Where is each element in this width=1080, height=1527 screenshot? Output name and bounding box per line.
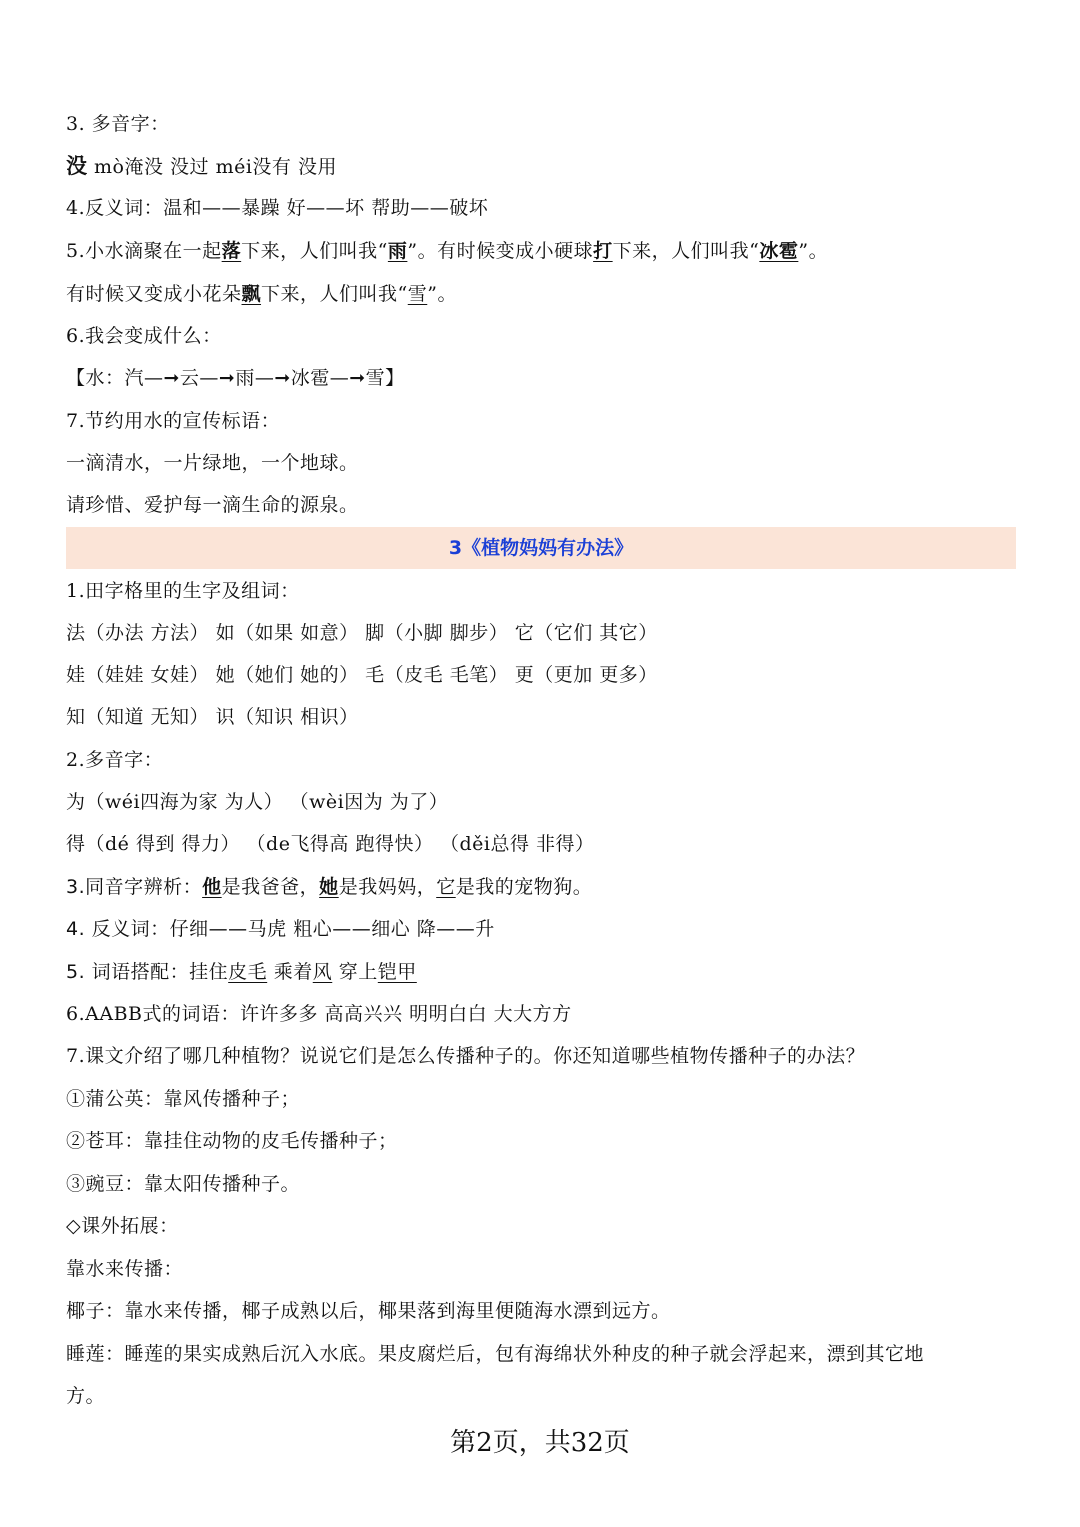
- text-segment: ”。: [427, 283, 457, 305]
- text-segment: 是我妈妈，: [338, 876, 437, 898]
- heading-new-chars: 1.田字格里的生字及组词：: [66, 580, 300, 602]
- text-segment: 穿上: [332, 961, 378, 983]
- homophone-line: [66, 873, 592, 901]
- keyword-ta-she: 她: [319, 876, 339, 898]
- keyword-xue: 雪: [407, 283, 428, 305]
- aabb-words: 6.AABB式的词语：许许多多 高高兴兴 明明白白 大大方方: [66, 1003, 572, 1025]
- collocation-line: [66, 958, 417, 986]
- heading-what-become: 6.我会变成什么：: [66, 325, 222, 347]
- keyword-bingbao: 冰雹: [759, 240, 799, 262]
- water-drop-line-1: [66, 237, 828, 265]
- heading-extension: ◇课外拓展：: [66, 1215, 179, 1237]
- polyphonic-mei-line: [66, 152, 337, 181]
- antonyms-2: 4. 反义词：仔细——马虎 粗心——细心 降——升: [66, 918, 495, 940]
- waterlily-text: 睡莲：睡莲的果实成熟后沉入水底。果皮腐烂后，包有海绵状外种皮的种子就会浮起来，漂到其它地: [66, 1343, 925, 1365]
- keyword-ta-he: 他: [202, 876, 222, 898]
- text-segment: 下来，人们叫我“: [612, 240, 760, 262]
- text-segment: 5. 词语搭配：挂住: [66, 961, 229, 983]
- keyword-luo: 落: [221, 240, 242, 262]
- keyword-pimao: 皮毛: [228, 961, 268, 983]
- polyphonic-de: 得（dé 得到 得力） （de飞得高 跑得快） （děi总得 非得）: [66, 833, 595, 855]
- antonyms-1: 4.反义词：温和——暴躁 好——坏 帮助——破坏: [66, 197, 489, 219]
- question-7: 7.课文介绍了哪几种植物？说说它们是怎么传播种子的。你还知道哪些植物传播种子的办法？: [66, 1045, 866, 1067]
- keyword-feng: 风: [312, 961, 333, 983]
- polyphonic-wei: 为（wéi四海为家 为人） （wèi因为 为了）: [66, 791, 449, 813]
- answer-cocklebur: ②苍耳：靠挂住动物的皮毛传播种子；: [66, 1130, 398, 1152]
- mei-readings: mò淹没 没过 méi没有 没用: [87, 156, 337, 178]
- keyword-yu: 雨: [387, 240, 408, 262]
- water-cycle-chain: 【水：汽—➞云—➞雨—➞冰雹—➞雪】: [66, 367, 405, 389]
- section-title: 3《植物妈妈有办法》: [448, 537, 634, 559]
- answer-pea: ③豌豆：靠太阳传播种子。: [66, 1173, 301, 1195]
- water-drop-line-2: [66, 280, 457, 308]
- heading-polyphonic-1: 3. 多音字：: [66, 113, 170, 135]
- text-segment: 乘着: [267, 961, 313, 983]
- heading-slogan: 7.节约用水的宣传标语：: [66, 410, 281, 432]
- text-segment: 是我爸爸，: [221, 876, 320, 898]
- slogan-line-1: 一滴清水，一片绿地，一个地球。: [66, 452, 359, 474]
- page-number-footer: 第2页，共32页: [450, 1428, 630, 1458]
- answer-dandelion: ①蒲公英：靠风传播种子；: [66, 1088, 301, 1110]
- slogan-line-2: 请珍惜、爱护每一滴生命的源泉。: [66, 494, 359, 516]
- text-segment: ”。: [798, 240, 829, 262]
- new-chars-row-1: 法（办法 方法） 如（如果 如意） 脚（小脚 脚步） 它（它们 其它）: [66, 622, 658, 644]
- text-segment: ”。有时候变成小硬球: [407, 240, 594, 262]
- text-segment: 下来，人们叫我“: [241, 240, 388, 262]
- text-segment: 5.小水滴聚在一起: [66, 240, 222, 262]
- keyword-ta-it: 它: [436, 876, 456, 898]
- keyword-kaijia: 铠甲: [377, 961, 417, 983]
- text-segment: 3.同音字辨析：: [66, 876, 203, 898]
- coconut-text: 椰子：靠水来传播，椰子成熟以后，椰果落到海里便随海水漂到远方。: [66, 1300, 671, 1322]
- char-mei: 没: [66, 153, 88, 178]
- keyword-piao: 飘: [241, 283, 262, 305]
- text-segment: 有时候又变成小花朵: [66, 283, 242, 305]
- keyword-da: 打: [593, 240, 613, 262]
- new-chars-row-3: 知（知道 无知） 识（知识 相识）: [66, 706, 359, 728]
- heading-polyphonic-2: 2.多音字：: [66, 749, 164, 771]
- text-segment: 是我的宠物狗。: [455, 876, 593, 898]
- waterlily-text-cont: 方。: [66, 1385, 106, 1407]
- new-chars-row-2: 娃（娃娃 女娃） 她（她们 她的） 毛（皮毛 毛笔） 更（更加 更多）: [66, 664, 658, 686]
- heading-water-spread: 靠水来传播：: [66, 1258, 184, 1280]
- text-segment: 下来，人们叫我“: [261, 283, 408, 305]
